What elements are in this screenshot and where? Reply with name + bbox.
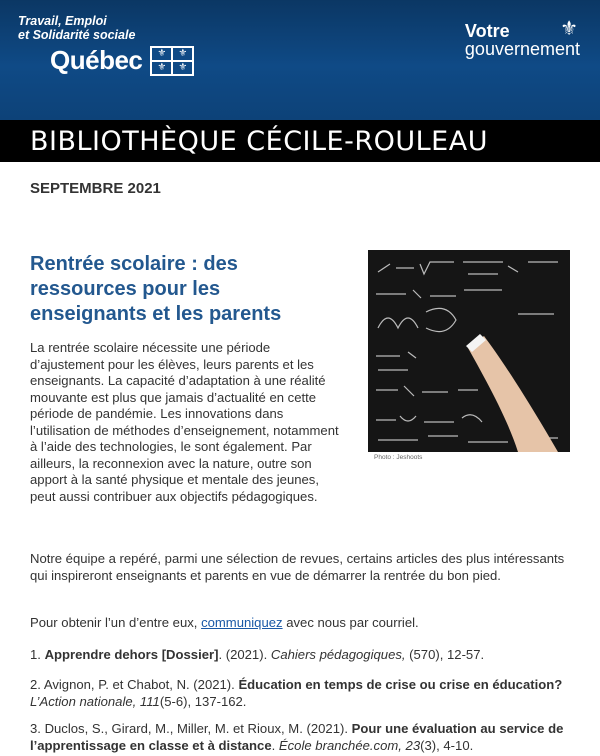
reference-details: (5-6), 137-162. [159,693,247,709]
gov-line-2: gouvernement [464,39,580,59]
reference-item [30,677,575,710]
reference-title: Éducation en temps de crise ou crise en éducation? [238,677,563,692]
library-title-bar [0,120,600,162]
reference-separator: . [271,737,279,753]
issue-date: SEPTEMBRE 2021 [30,180,161,197]
contact-link[interactable]: communiquez [201,615,283,630]
article-body: La rentrée scolaire nécessite une période d’ajustement pour les élèves, leurs parents et les enseignants. La capacité d’adaptation à une réalité mouvante est plus que jamais d’actualité en cette période de pandémie. Les innovations dans l’utilisation de méthodes d’enseignement, notamment à l’aide des technologies, le sont également. Par ailleurs, la reconnexion avec la nature, outre son apport à la santé physique et mentale des jeunes, peut aussi contribuer aux objectifs pédagogiques. [30,340,339,504]
ministry-line-2: et Solidarité sociale [18,28,136,42]
reference-authors: Duclos, S., Girard, M., Miller, M. et Rioux, M. (2021). [44,721,352,736]
reference-details: (570), 12-57. [405,647,485,662]
reference-title: Pour une évaluation au service de l’apprentissage en classe et à distance [30,721,564,753]
reference-number: 2. [30,677,44,692]
reference-source: École branchée.com, 23 [278,737,421,753]
chalkboard-illustration [368,250,570,452]
intro-paragraph: Notre équipe a repéré, parmi une sélection de revues, certains articles des plus intéressants qui inspireront enseignants et parents en vue de démarrer la rentrée du bon pied. [30,551,565,583]
contact-text-before: Pour obtenir l’un d’entre eux, [30,615,202,630]
chalkboard-photo [368,250,570,452]
reference-year: . (2021). [218,647,271,662]
reference-source: L’Action nationale, 111 [30,693,160,709]
ministry-name [18,14,135,42]
library-title: BIBLIOTHÈQUE CÉCILE-ROULEAU [30,125,488,157]
reference-number: 1. [30,647,45,662]
reference-title: Apprendre dehors [Dossier] [44,647,219,662]
reference-item [30,721,575,754]
header-banner [0,0,600,120]
ministry-line-1: Travail, Emploi [18,14,107,28]
reference-item [30,647,575,664]
quebec-logo[interactable] [50,45,194,76]
article-title: Rentrée scolaire : des ressources pour les enseignants et les parents [30,253,282,325]
reference-authors: Avignon, P. et Chabot, N. (2021). [43,677,239,692]
reference-details: (3), 4-10. [420,737,474,753]
reference-number: 3. [30,721,45,736]
contact-text-after: avec nous par courriel. [282,615,419,630]
quebec-wordmark: Québec [50,45,143,75]
reference-source: Cahiers pédagogiques, [270,647,406,662]
photo-credit: Photo : Jeshoots [374,454,423,461]
gov-line-1: Votre [464,21,510,41]
votre-gouvernement-logo[interactable] [465,22,580,58]
quebec-flag-icon: ⚜ ⚜ ⚜ ⚜ [150,46,194,76]
contact-paragraph [30,615,570,632]
fleur-de-lys-icon: ⚜ [560,18,578,40]
